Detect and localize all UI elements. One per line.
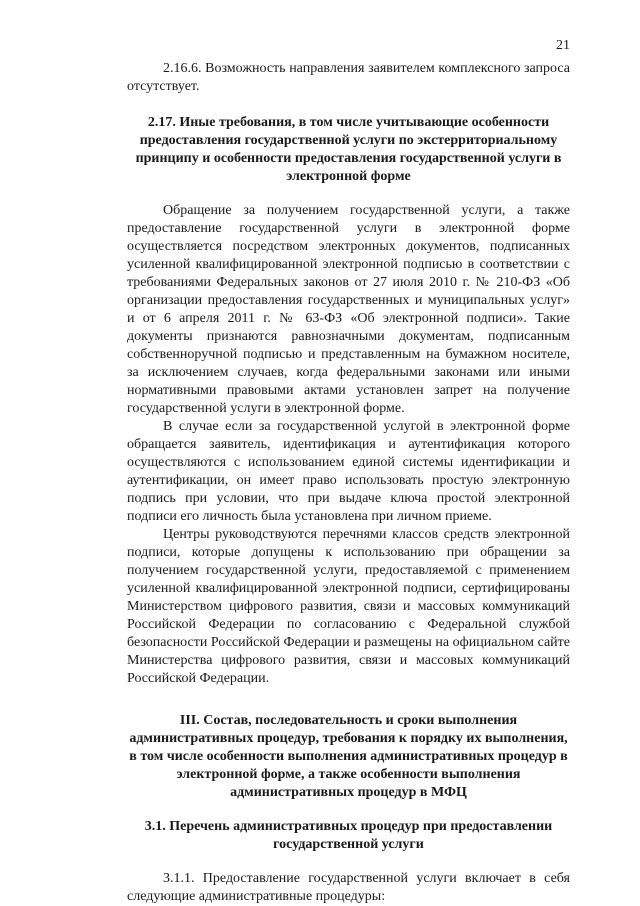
section-heading-3-1: 3.1. Перечень административных процедур при предоставлении государственной услуги bbox=[144, 819, 553, 852]
paragraph-2-16-6: 2.16.6. Возможность направления заявителем комплексного запроса отсутствует. bbox=[127, 61, 570, 94]
page-content bbox=[127, 60, 570, 906]
section-heading-2-17: 2.17. Иные требования, в том числе учитывающие особенности предоставления государственной услуги по экстерриториальному принципу и особенности предоставления государственной услуги в электронной форме bbox=[135, 115, 562, 184]
page-number: 21 bbox=[556, 38, 570, 53]
paragraph-2-17-1: Обращение за получением государственной услуги, а также предоставление государственной услуги в электронной форме осуществляется посредством электронных документов, подписанных усиленной квалифицированной электронной подписью в соответствии с требованиями Федеральных законов от 27 июля 2010 г. № 210-ФЗ «Об организации предоставления государственных и муниципальных услуг» и от 6 апреля 2011 г. № 63-ФЗ «Об электронной подписи». Такие документы признаются равнозначными документам, подписанным собственноручной подписью и представленным на бумажном носителе, за исключением случаев, когда федеральными законами или иными нормативными правовыми актами установлен запрет на получение государственной услуги в электронной форме. bbox=[127, 203, 570, 416]
paragraph-2-17-2: В случае если за государственной услугой в электронной форме обращается заявитель, идентификация и аутентификация которого осуществляются с использованием единой системы идентификации и аутентификации, он имеет право использовать простую электронную подпись при условии, что при выдаче ключа простой электронной подписи его личность была установлена при личном приеме. bbox=[127, 419, 570, 524]
paragraph-3-1-1: 3.1.1. Предоставление государственной услуги включает в себя следующие административные процедуры: bbox=[127, 871, 570, 904]
paragraph-2-17-3: Центры руководствуются перечнями классов средств электронной подписи, которые допущены к использованию при обращении за получением государственной услуги, предоставляемой с применением усиленной квалифицированной электронной подписи, сертифицированы Министерством цифрового развития, связи и массовых коммуникаций Российской Федерации по согласованию с Федеральной службой безопасности Российской Федерации и размещены на официальном сайте Министерства цифрового развития, связи и массовых коммуникаций Российской Федерации. bbox=[127, 527, 570, 686]
chapter-heading-III: III. Состав, последовательность и сроки выполнения административных процедур, требования к порядку их выполнения, в том числе особенности выполнения административных процедур в электронной форме, а также особенности выполнения административных процедур в МФЦ bbox=[129, 713, 568, 800]
